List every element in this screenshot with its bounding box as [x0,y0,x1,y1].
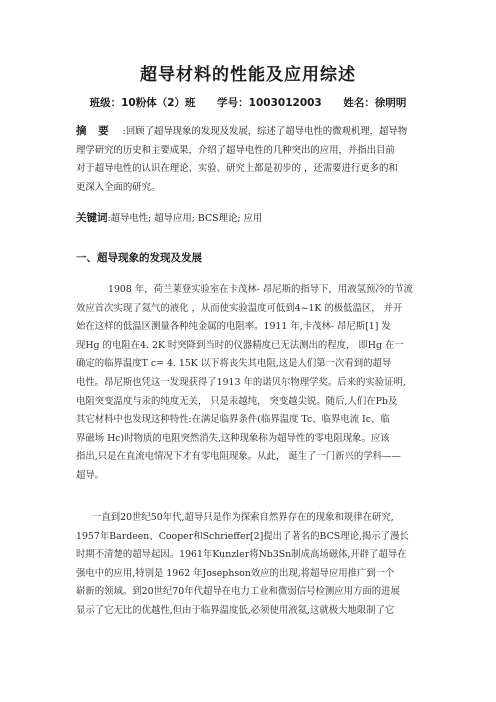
abstract-label: 摘 要 [76,125,113,137]
keywords-text: :超导电性; 超导应用; BCS理论; 应用 [107,213,263,224]
paragraph-line: 效应首次实现了氦气的液化 ，从而使实验温度可低到4~1K 的极低温区， 并开 [76,302,403,314]
body-paragraph-1 [76,281,426,486]
paragraph-line: 确定的临界温度T c= 4. 15K 以下将丧失其电阻,这是人们第一次看到的超导 [76,358,392,370]
keywords [76,210,262,225]
body-paragraph-2 [76,509,426,621]
keywords-label: 关键词 [76,212,108,224]
paragraph-line: 崭新的领域。到20世纪70年代超导在电力工业和微弱信号检测应用方面的进展 [76,586,400,598]
paragraph-line: 现Hg 的电阻在4. 2K 时突降到当时的仪器精度已无法测出的程度， 即Hg 在一 [76,339,404,351]
paragraph-line: 一直到20世纪50年代,超导只是作为探索自然界存在的现象和规律在研究, [92,512,394,523]
student-id: 学号：1003012003 [217,97,322,109]
paragraph-line: 显示了它无比的优越性,但由于临界温度低,必须使用液氦,这就极大地限制了它 [76,604,395,616]
paragraph-line: 1908 年，荷兰莱登实验室在卡茂林- 昂尼斯的指导下，用液氢预冷的节流 [108,284,413,295]
abstract [76,122,422,197]
abstract-line: 对于超导电性的认识在理论、实验、研究上都是初步的 ，还需要进行更多的和 [76,163,398,174]
section-heading: 一、超导现象的发现及发展 [76,252,202,264]
paragraph-line: 强电中的应用,特别是 1962 年Josephson效应的出现,将超导应用推广到一个 [76,567,395,579]
student-name: 姓名：徐明明 [343,97,407,109]
paragraph-line: 始在这样的低温区测量各种纯金属的电阻率。1911 年,卡茂林- 昂尼斯[1] 发 [76,321,391,333]
abstract-line: :回顾了超导现象的发现及发展，综述了超导电性的微观机理，超导物 [122,126,408,137]
paragraph-line: 电性。昂尼斯也凭这一发现获得了1913 年的诺贝尔物理学奖。后来的实验证明, [76,376,406,388]
paragraph-line: 指出,只是在直流电情况下才有零电阻现象。从此， 诞生了一门新兴的学科—— [76,451,401,463]
paragraph-line: 1957年Bardeen、Cooper和Schrieffer[2]提出了著名的BCS理论,揭示了漫长 [76,530,409,542]
class-info: 班级：10粉体（2）班 [89,97,196,109]
paragraph-line: 时期不清楚的超导起因。1961年Kunzler将Nb3Sn制成高场磁体,开辟了超导在 [76,549,407,561]
abstract-line: 理学研究的历史和主要成果，介绍了超导电性的几种突出的应用，并指出目前 [76,144,395,156]
paragraph-line: 电阻突变温度与汞的纯度无关， 只是汞越纯， 突变越尖锐。随后,人们在Pb及 [76,395,398,407]
paragraph-line: 超导。 [76,469,105,481]
author-info [0,95,496,110]
abstract-line: 更深入全面的研究。 [76,181,161,193]
paragraph-line: 界磁场 Hc)时物质的电阻突然消失,这种现象称为超导性的零电阻现象。应该 [76,432,390,444]
paragraph-line: 其它材料中也发现这种特性:在满足临界条件(临界温度 Tc、临界电流 Ic、临 [76,414,390,426]
document-title: 超导材料的性能及应用综述 [140,65,356,85]
